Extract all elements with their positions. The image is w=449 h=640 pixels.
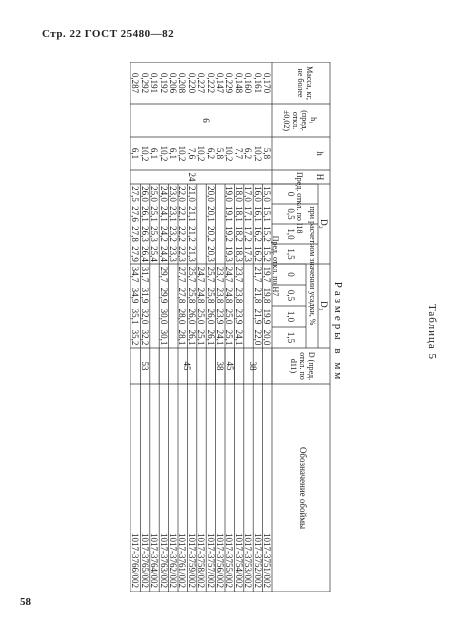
row-mass: 0,287	[130, 72, 141, 94]
row-designation: 1017-3758/002	[196, 533, 207, 588]
d2-pct-0: 0	[286, 191, 296, 197]
d-group-value: 38	[215, 361, 226, 371]
row-h: 6,2	[243, 147, 254, 160]
row-d1-0: 25,7	[205, 266, 216, 283]
row-d2-3: 24,4	[158, 246, 169, 262]
row-d2-0: 27,5	[130, 186, 141, 202]
d1-pct-3: 1,5	[286, 331, 296, 344]
row-h: 5,8	[262, 147, 272, 160]
row-d1-0: 25,7	[186, 266, 197, 283]
row-d2-1: 26,1	[139, 206, 150, 222]
row-d2-2: 20,2	[205, 226, 216, 242]
row-d1-2: 25,0	[224, 308, 235, 325]
row-mass: 0,206	[168, 72, 178, 94]
row-designation: 1017-3752/002	[252, 533, 263, 588]
row-h: 7,7	[233, 147, 244, 160]
d2-pct-3: 1,5	[286, 248, 296, 260]
row-d1-3: 30,1	[158, 329, 169, 346]
row-designation: 1017-3762/002	[168, 533, 178, 588]
dev18-header: Пред. откл. по I18	[295, 172, 304, 234]
row-d1-2: 23,9	[233, 308, 244, 325]
row-mass: 0,227	[196, 72, 207, 94]
row-d2-1: 24,1	[158, 206, 169, 222]
D-header: D (пред. откл. по d11)	[289, 351, 316, 381]
row-designation: 1017-3761/002	[177, 533, 188, 588]
row-d2-2: 22,2	[177, 226, 188, 242]
row-h: 6,1	[149, 147, 160, 160]
row-d2-1: 22,1	[177, 206, 188, 222]
row-d2-1: 20,1	[205, 206, 216, 222]
row-d1-1: 25,8	[186, 287, 197, 304]
row-d1-3: 26,1	[205, 329, 216, 346]
D2-header: D₂	[319, 219, 329, 229]
h-header: h	[315, 151, 325, 156]
d1-pct-0: 0	[286, 272, 296, 277]
d2-pct-2: 1,0	[286, 228, 296, 240]
row-mass: 0,161	[252, 72, 263, 94]
h1-value: 6	[200, 118, 211, 123]
row-d1-1: 27,8	[177, 287, 188, 304]
row-d1-2: 19,9	[262, 308, 272, 325]
row-h: 6,1	[168, 147, 178, 160]
row-d2-3: 25,4	[149, 246, 160, 262]
row-d1-3: 26,1	[186, 329, 197, 346]
d-group-value: 53	[140, 361, 151, 371]
row-d2-1: 21,1	[186, 206, 197, 222]
row-d2-3: 22,3	[177, 246, 188, 262]
row-d1-1: 23,8	[215, 287, 225, 304]
row-d2-0: 15,0	[262, 186, 272, 202]
row-d2-2: 15,2	[262, 226, 272, 242]
row-d2-3: 19,3	[224, 246, 235, 262]
row-h: 10,2	[158, 145, 169, 162]
dimensions-table	[130, 62, 422, 592]
row-d2-0: 25,0	[149, 186, 160, 202]
row-d2-2: 25,3	[149, 226, 160, 242]
row-d1-1: 24,8	[196, 287, 207, 304]
d1-pct-2: 1,0	[286, 310, 296, 323]
row-d2-1: 18,1	[233, 206, 244, 222]
row-designation: 1017-3759/002	[186, 533, 197, 588]
rotated-table-block	[130, 52, 440, 612]
row-d2-2: 27,8	[130, 226, 141, 242]
row-d1-2: 32,0	[139, 308, 150, 325]
row-d2-3: 26,4	[139, 246, 150, 262]
row-d1-0: 21,7	[252, 266, 263, 283]
row-designation: 1017-3755/002	[224, 533, 235, 588]
row-d2-1: 15,1	[262, 206, 272, 222]
d-group-value: 45	[182, 361, 193, 371]
row-d2-3: 23,3	[168, 246, 178, 262]
H-value: 24	[186, 172, 197, 182]
row-mass: 0,208	[177, 72, 188, 94]
page-header: Стр. 22 ГОСТ 25480—82	[42, 28, 175, 40]
row-designation: 1017-3753/002	[243, 533, 254, 588]
row-d2-2: 24,2	[158, 226, 169, 242]
row-designation: 1017-3756/002	[215, 533, 225, 588]
row-d2-3: 20,3	[205, 246, 216, 262]
row-d1-2: 25,0	[196, 308, 207, 325]
row-h: 7,6	[186, 147, 197, 160]
row-mass: 0,147	[215, 72, 225, 94]
row-d1-3: 28,1	[177, 329, 188, 346]
row-h: 6,1	[130, 147, 141, 160]
row-d2-2: 18,2	[233, 226, 244, 242]
row-d1-0: 24,7	[224, 266, 235, 283]
row-mass: 0,192	[158, 72, 169, 94]
row-d1-0: 23,7	[233, 266, 244, 283]
row-d1-0: 19,7	[262, 266, 272, 283]
row-d1-3: 32,2	[139, 329, 150, 346]
row-d1-2: 30,0	[158, 308, 169, 325]
row-d2-0: 23,0	[168, 186, 178, 202]
dev-h7-label: Пред. откл. по Н7	[271, 235, 280, 297]
row-d1-2: 21,9	[252, 308, 263, 325]
calc-header: при расчетном значении усадки, %	[308, 206, 317, 326]
sizes-caption: Размеры в мм	[332, 281, 344, 383]
row-d1-3: 22,0	[252, 329, 263, 346]
row-d1-1: 21,8	[252, 287, 263, 304]
row-d1-0: 29,7	[158, 266, 169, 283]
row-d2-1: 25,1	[149, 206, 160, 222]
row-d2-0: 24,0	[158, 186, 169, 202]
row-designation: 1017-3763/002	[158, 533, 169, 588]
row-d2-2: 21,2	[186, 226, 197, 242]
row-d2-1: 16,1	[252, 206, 263, 222]
row-mass: 0,148	[233, 72, 244, 94]
row-h: 10,2	[224, 145, 235, 162]
row-d1-3: 24,1	[215, 329, 225, 346]
row-d1-2: 28,0	[177, 308, 188, 325]
row-h: 10,2	[139, 145, 150, 162]
D1-header: D₁	[319, 301, 329, 311]
row-d1-3: 25,1	[196, 329, 207, 346]
row-d2-1: 19,1	[224, 206, 235, 222]
row-d2-0: 20,0	[205, 186, 216, 202]
row-mass: 0,229	[224, 72, 235, 94]
row-d1-0: 27,7	[177, 266, 188, 283]
row-mass: 0,160	[243, 72, 254, 94]
row-d1-1: 19,8	[262, 287, 272, 304]
row-d1-1: 34,9	[130, 287, 141, 304]
row-d2-3: 21,3	[186, 246, 197, 262]
H-header: H	[315, 173, 325, 181]
h1-header: h₁ (пред. откл. ±0,02)	[282, 109, 318, 132]
row-d1-3: 20,0	[262, 329, 272, 346]
row-mass: 0,191	[149, 72, 160, 94]
row-d2-0: 26,0	[139, 186, 150, 202]
row-d1-3: 25,1	[224, 329, 235, 346]
row-d2-2: 17,2	[243, 226, 254, 242]
row-d1-0: 31,7	[139, 266, 150, 283]
row-d1-1: 23,8	[233, 287, 244, 304]
row-mass: 0,170	[262, 72, 272, 94]
row-d2-2: 19,2	[224, 226, 235, 242]
row-d1-0: 34,7	[130, 266, 141, 283]
row-d2-3: 27,9	[130, 246, 141, 262]
row-d2-0: 21,0	[186, 186, 197, 202]
row-d1-1: 29,9	[158, 287, 169, 304]
row-mass: 0,222	[205, 72, 216, 94]
row-d1-1: 31,9	[139, 287, 150, 304]
row-d2-3: 17,3	[243, 246, 254, 262]
row-d2-3: 15,2	[262, 246, 272, 262]
row-d1-3: 24,1	[233, 329, 244, 346]
page-number: 58	[20, 596, 31, 608]
row-h: 10,2	[196, 145, 207, 162]
row-d1-2: 26,0	[186, 308, 197, 325]
row-d1-0: 23,7	[215, 266, 225, 283]
row-designation: 1017-3764/002	[149, 533, 160, 588]
row-h: 10,2	[252, 145, 263, 162]
row-mass: 0,292	[139, 72, 150, 94]
row-d1-2: 26,0	[205, 308, 216, 325]
row-d2-1: 17,1	[243, 206, 254, 222]
row-d2-1: 23,1	[168, 206, 178, 222]
row-d2-0: 17,0	[243, 186, 254, 202]
row-d1-2: 35,1	[130, 308, 141, 325]
row-designation: 1017-3757/002	[205, 533, 216, 588]
d-group-value: 38	[248, 361, 259, 371]
row-d2-2: 16,2	[252, 226, 263, 242]
row-d2-0: 18,0	[233, 186, 244, 202]
d1-pct-1: 0,5	[286, 289, 296, 302]
row-h: 10,2	[177, 145, 188, 162]
designation-header: Обозначение обоймы	[298, 446, 308, 530]
row-d1-0: 24,7	[196, 266, 207, 283]
d2-pct-1: 0,5	[286, 208, 296, 220]
row-d2-0: 19,0	[224, 186, 235, 202]
row-d2-1: 27,6	[130, 206, 141, 222]
row-designation: 1017-3766/002	[130, 533, 141, 588]
row-d1-2: 23,9	[215, 308, 225, 325]
mass-header: Масса, кг, не более	[296, 66, 314, 100]
row-mass: 0,220	[186, 72, 197, 94]
row-h: 6,2	[205, 147, 216, 160]
row-d2-0: 22,0	[177, 186, 188, 202]
row-d1-1: 25,8	[205, 287, 216, 304]
row-d1-3: 35,2	[130, 329, 141, 346]
row-d1-1: 24,8	[224, 287, 235, 304]
row-designation: 1017-3765/002	[139, 533, 150, 588]
row-d2-3: 16,2	[252, 246, 263, 262]
row-d2-2: 23,2	[168, 226, 178, 242]
row-d2-0: 16,0	[252, 186, 263, 202]
row-d2-3: 18,3	[233, 246, 244, 262]
row-h: 5,8	[215, 147, 225, 160]
row-designation: 1017-3754/002	[233, 533, 244, 588]
table-caption: Таблица 5	[426, 303, 438, 361]
d-group-value: 45	[224, 361, 235, 371]
row-d2-2: 26,3	[139, 226, 150, 242]
row-designation: 1017-3751/002	[262, 533, 272, 588]
